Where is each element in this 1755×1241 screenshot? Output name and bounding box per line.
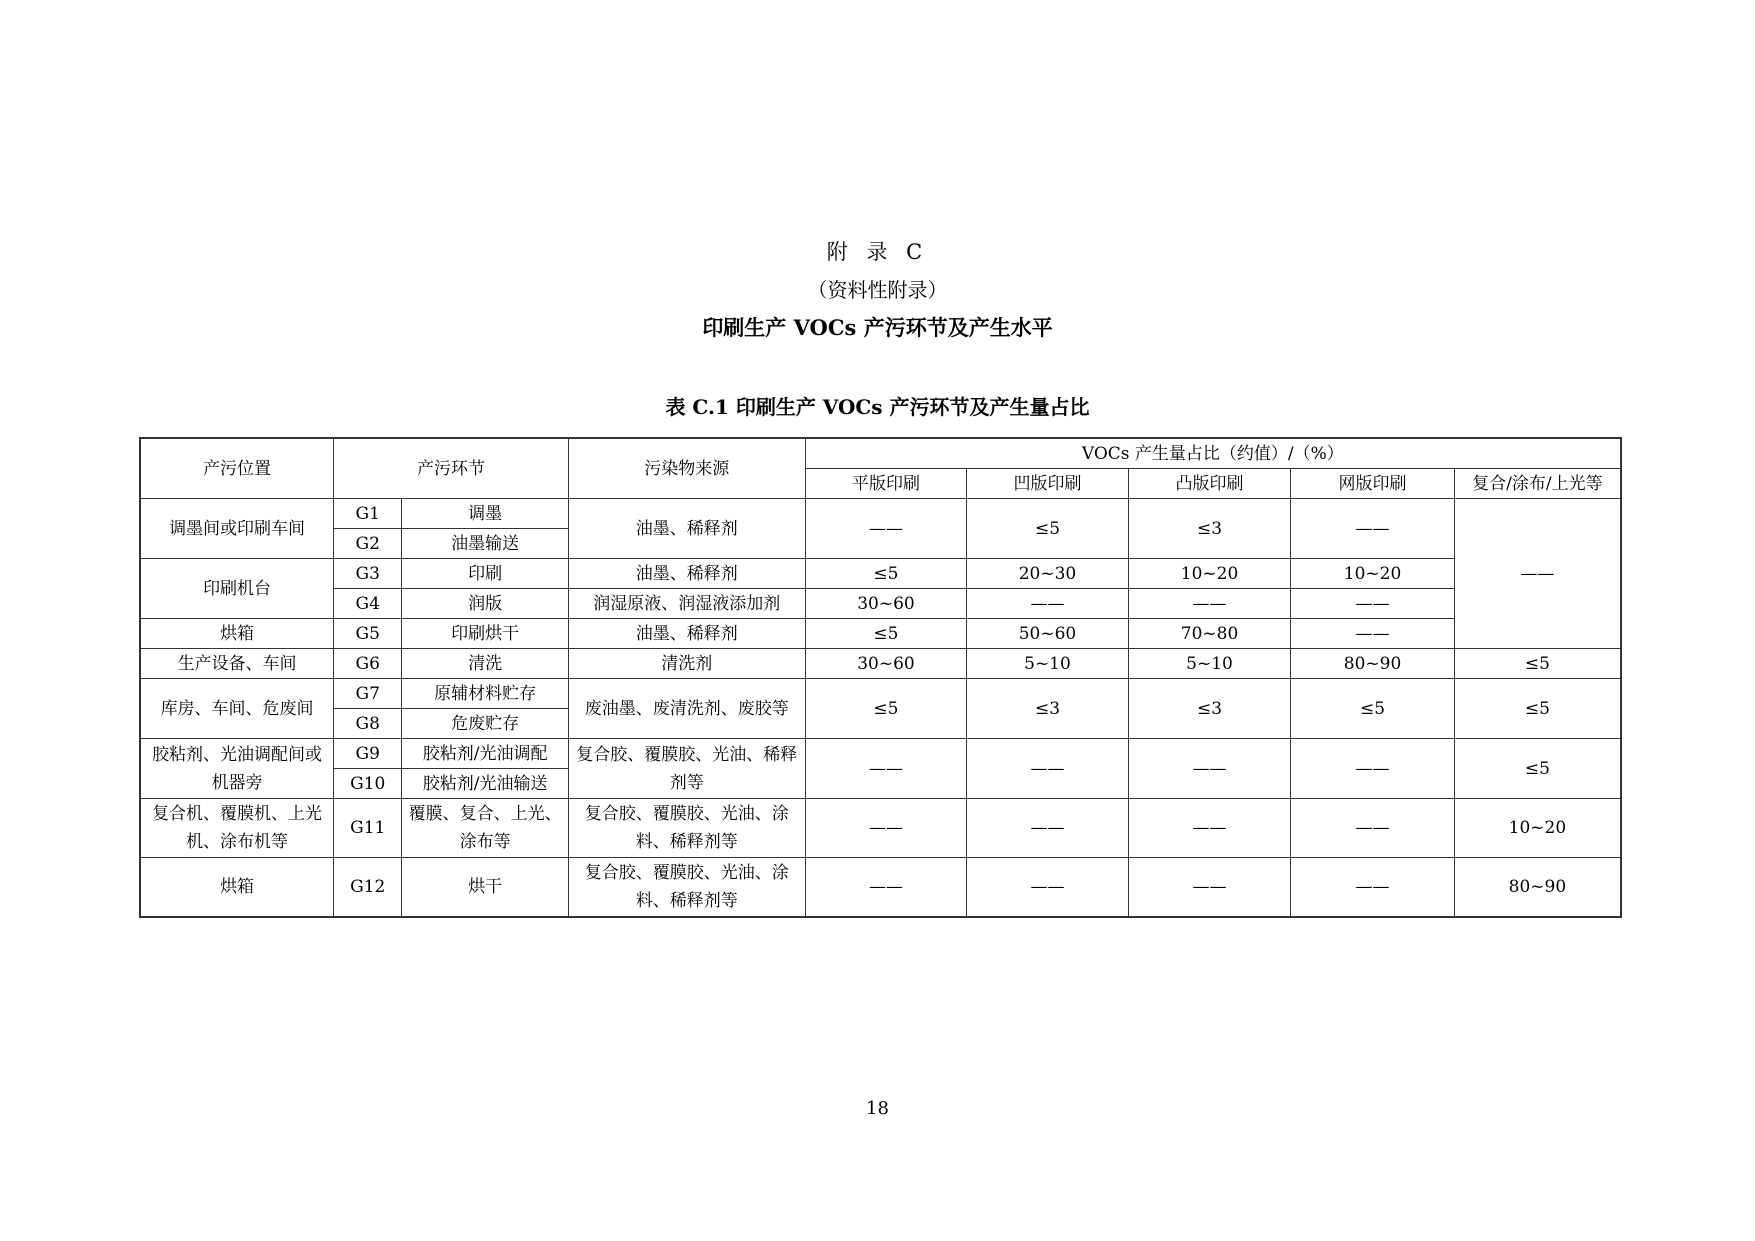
gravure-cell: —— xyxy=(967,799,1129,858)
letterpress-cell: ≤3 xyxy=(1128,679,1291,739)
letterpress-cell: —— xyxy=(1128,799,1291,858)
table-row xyxy=(140,679,1621,709)
letterpress-cell: 70~80 xyxy=(1128,619,1291,649)
table-caption: 表 C.1 印刷生产 VOCs 产污环节及产生量占比 xyxy=(665,395,1090,419)
source-cell: 复合胶、覆膜胶、光油、稀释剂等 xyxy=(568,739,805,799)
stage-cell: 危废贮存 xyxy=(402,709,569,739)
gravure-cell: 50~60 xyxy=(967,619,1129,649)
laminating-cell: ≤5 xyxy=(1454,649,1621,679)
header-laminating: 复合/涂布/上光等 xyxy=(1454,469,1621,499)
table-row xyxy=(140,589,1621,619)
header-letterpress: 凸版印刷 xyxy=(1128,469,1291,499)
header-source: 污染物来源 xyxy=(568,438,805,499)
appendix-note: （资料性附录） xyxy=(807,278,948,302)
screen-cell: ≤5 xyxy=(1291,679,1455,739)
letterpress-cell: —— xyxy=(1128,858,1291,917)
laminating-cell: ≤5 xyxy=(1454,739,1621,799)
source-cell: 复合胶、覆膜胶、光油、涂料、稀释剂等 xyxy=(568,858,805,917)
gravure-cell: —— xyxy=(967,858,1129,917)
header-row-1 xyxy=(140,438,1621,469)
screen-cell: —— xyxy=(1291,499,1455,559)
screen-cell: —— xyxy=(1291,619,1455,649)
code-cell: G12 xyxy=(334,858,402,917)
location-cell: 印刷机台 xyxy=(140,559,334,619)
table-row xyxy=(140,799,1621,858)
stage-cell: 烘干 xyxy=(402,858,569,917)
source-cell: 油墨、稀释剂 xyxy=(568,619,805,649)
screen-cell: —— xyxy=(1291,589,1455,619)
table-row xyxy=(140,559,1621,589)
screen-cell: 80~90 xyxy=(1291,649,1455,679)
gravure-cell: 5~10 xyxy=(967,649,1129,679)
table-row xyxy=(140,858,1621,917)
gravure-cell: ≤5 xyxy=(967,499,1129,559)
offset-cell: ≤5 xyxy=(805,619,967,649)
offset-cell: 30~60 xyxy=(805,649,967,679)
gravure-cell: ≤3 xyxy=(967,679,1129,739)
code-cell: G7 xyxy=(334,679,402,709)
letterpress-cell: —— xyxy=(1128,589,1291,619)
offset-cell: 30~60 xyxy=(805,589,967,619)
location-cell: 烘箱 xyxy=(140,858,334,917)
header-location: 产污位置 xyxy=(140,438,334,499)
location-cell: 胶粘剂、光油调配间或机器旁 xyxy=(140,739,334,799)
appendix-subject: 印刷生产 VOCs 产污环节及产生水平 xyxy=(702,315,1053,340)
table-row xyxy=(140,499,1621,529)
header-stage: 产污环节 xyxy=(334,438,569,499)
laminating-cell: ≤5 xyxy=(1454,679,1621,739)
source-cell: 废油墨、废清洗剂、废胶等 xyxy=(568,679,805,739)
code-cell: G8 xyxy=(334,709,402,739)
stage-cell: 覆膜、复合、上光、涂布等 xyxy=(402,799,569,858)
gravure-cell: —— xyxy=(967,589,1129,619)
letterpress-cell: —— xyxy=(1128,739,1291,799)
table-row xyxy=(140,649,1621,679)
letterpress-cell: 10~20 xyxy=(1128,559,1291,589)
letterpress-cell: ≤3 xyxy=(1128,499,1291,559)
stage-cell: 胶粘剂/光油输送 xyxy=(402,769,569,799)
source-cell: 复合胶、覆膜胶、光油、涂料、稀释剂等 xyxy=(568,799,805,858)
screen-cell: —— xyxy=(1291,739,1455,799)
appendix-title: 附 录 C xyxy=(826,240,929,264)
code-cell: G1 xyxy=(334,499,402,529)
code-cell: G10 xyxy=(334,769,402,799)
screen-cell: 10~20 xyxy=(1291,559,1455,589)
header-screen: 网版印刷 xyxy=(1291,469,1455,499)
table-row xyxy=(140,619,1621,649)
offset-cell: —— xyxy=(805,739,967,799)
header-share-group: VOCs 产生量占比（约值）/（%） xyxy=(805,438,1621,469)
offset-cell: ≤5 xyxy=(805,679,967,739)
offset-cell: —— xyxy=(805,858,967,917)
code-cell: G4 xyxy=(334,589,402,619)
stage-cell: 印刷 xyxy=(402,559,569,589)
stage-cell: 印刷烘干 xyxy=(402,619,569,649)
stage-cell: 润版 xyxy=(402,589,569,619)
source-cell: 润湿原液、润湿液添加剂 xyxy=(568,589,805,619)
letterpress-cell: 5~10 xyxy=(1128,649,1291,679)
location-cell: 复合机、覆膜机、上光机、涂布机等 xyxy=(140,799,334,858)
source-cell: 清洗剂 xyxy=(568,649,805,679)
code-cell: G9 xyxy=(334,739,402,769)
offset-cell: —— xyxy=(805,499,967,559)
stage-cell: 胶粘剂/光油调配 xyxy=(402,739,569,769)
stage-cell: 清洗 xyxy=(402,649,569,679)
stage-cell: 原辅材料贮存 xyxy=(402,679,569,709)
laminating-cell: 80~90 xyxy=(1454,858,1621,917)
page-number: 18 xyxy=(866,1098,889,1119)
location-cell: 生产设备、车间 xyxy=(140,649,334,679)
header-gravure: 凹版印刷 xyxy=(967,469,1129,499)
voc-table xyxy=(139,437,1622,918)
location-cell: 库房、车间、危废间 xyxy=(140,679,334,739)
screen-cell: —— xyxy=(1291,858,1455,917)
header-offset: 平版印刷 xyxy=(805,469,967,499)
code-cell: G5 xyxy=(334,619,402,649)
laminating-cell: —— xyxy=(1454,499,1621,649)
table-row xyxy=(140,739,1621,769)
stage-cell: 调墨 xyxy=(402,499,569,529)
source-cell: 油墨、稀释剂 xyxy=(568,499,805,559)
code-cell: G11 xyxy=(334,799,402,858)
source-cell: 油墨、稀释剂 xyxy=(568,559,805,589)
gravure-cell: 20~30 xyxy=(967,559,1129,589)
laminating-cell: 10~20 xyxy=(1454,799,1621,858)
voc-table-container xyxy=(139,437,1622,918)
location-cell: 调墨间或印刷车间 xyxy=(140,499,334,559)
code-cell: G3 xyxy=(334,559,402,589)
stage-cell: 油墨输送 xyxy=(402,529,569,559)
gravure-cell: —— xyxy=(967,739,1129,799)
offset-cell: ≤5 xyxy=(805,559,967,589)
code-cell: G6 xyxy=(334,649,402,679)
location-cell: 烘箱 xyxy=(140,619,334,649)
screen-cell: —— xyxy=(1291,799,1455,858)
code-cell: G2 xyxy=(334,529,402,559)
offset-cell: —— xyxy=(805,799,967,858)
